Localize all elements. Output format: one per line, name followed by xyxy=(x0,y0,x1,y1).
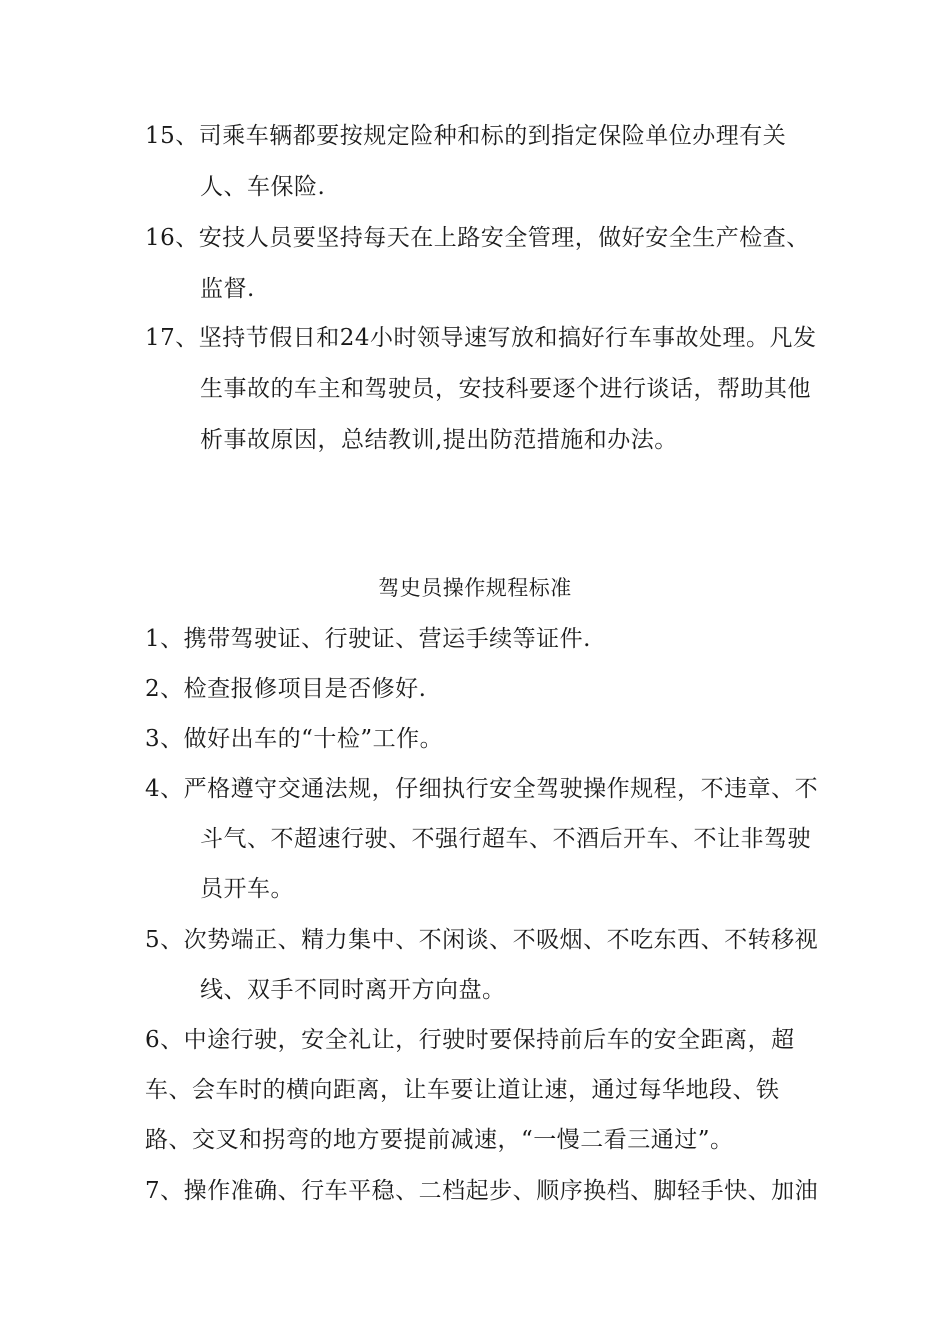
rule-item-6-line-2: 车、会车时的横向距离，让车要让道让速，通过每华地段、铁 xyxy=(145,1077,780,1103)
rule-item-2: 2、检查报修项目是否修好. xyxy=(145,676,427,702)
item-17-line-1: 17、坚持节假日和24小时领导速写放和搞好行车事故处理。凡发 xyxy=(145,325,817,351)
item-15-line-2: 人、车保险. xyxy=(200,174,326,200)
item-17-line-2: 生事故的车主和驾驶员，安技科要逐个进行谈话，帮助其他 xyxy=(200,376,811,402)
item-16-line-1: 16、安技人员要坚持每天在上路安全管理，做好安全生产检查、 xyxy=(145,225,810,251)
rule-item-5-line-2: 线、双手不同时离开方向盘。 xyxy=(200,977,506,1003)
rule-item-4-line-1: 4、严格遵守交通法规，仔细执行安全驾驶操作规程，不违章、不 xyxy=(145,776,819,802)
section-title: 驾史员操作规程标准 xyxy=(378,576,572,600)
rule-item-7-line-1: 7、操作准确、行车平稳、二档起步、顺序换档、脚轻手快、加油 xyxy=(145,1178,819,1204)
rule-item-1: 1、携带驾驶证、行驶证、营运手续等证件. xyxy=(145,626,591,652)
item-16-line-2: 监督. xyxy=(200,276,255,302)
rule-item-5-line-1: 5、次势端正、精力集中、不闲谈、不吸烟、不吃东西、不转移视 xyxy=(145,927,819,953)
item-17-line-3: 析事故原因，总结教训,提出防范措施和办法。 xyxy=(200,427,678,453)
rule-item-6-line-3: 路、交叉和拐弯的地方要提前减速，“一慢二看三通过”。 xyxy=(145,1127,734,1153)
rule-item-3: 3、做好出车的“十检”工作。 xyxy=(145,726,444,752)
rule-item-4-line-3: 员开车。 xyxy=(200,876,294,902)
rule-item-4-line-2: 斗气、不超速行驶、不强行超车、不酒后开车、不让非驾驶 xyxy=(200,826,811,852)
item-15-line-1: 15、司乘车辆都要按规定险种和标的到指定保险单位办理有关 xyxy=(145,123,787,149)
rule-item-6-line-1: 6、中途行驶，安全礼让，行驶时要保持前后车的安全距离，超 xyxy=(145,1027,795,1053)
